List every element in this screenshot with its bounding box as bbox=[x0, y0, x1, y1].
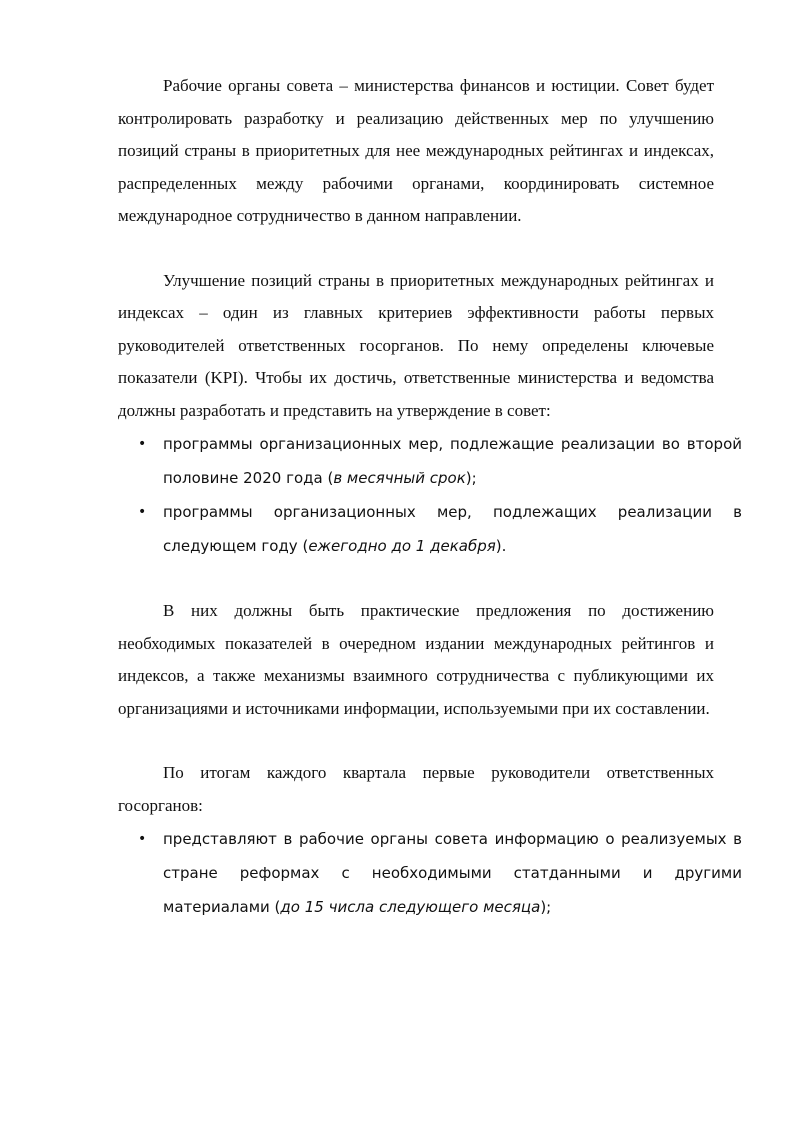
programs-list bbox=[118, 427, 742, 563]
bullet-icon: • bbox=[138, 831, 147, 847]
list-item-suffix: ); bbox=[465, 469, 477, 487]
list-item bbox=[118, 495, 742, 563]
paragraph-gap bbox=[118, 725, 714, 757]
quarterly-list bbox=[118, 822, 742, 924]
list-item-suffix: ); bbox=[540, 898, 552, 916]
bullet-icon: • bbox=[138, 504, 147, 520]
paragraph-working-bodies: Рабочие органы совета – министерства финансов и юстиции. Совет будет контролировать разработку и реализацию действенных мер по улучшению позиций страны в приоритетных для нее международных рейтингах и индексах, распределенных между рабочими органами, координировать системное международное сотрудничество в данном направлении. bbox=[118, 76, 714, 225]
bullet-icon: • bbox=[138, 436, 147, 452]
paragraph-gap bbox=[118, 563, 714, 595]
document-page bbox=[118, 70, 742, 924]
list-item-text: представляют в рабочие органы совета информацию о реализуемых в стране реформах с необходимыми статданными и другими материалами ( bbox=[163, 830, 742, 916]
list-item bbox=[118, 822, 742, 924]
paragraph-kpi: Улучшение позиций страны в приоритетных международных рейтингах и индексах – один из главных критериев эффективности работы первых руководителей ответственных госорганов. По нему определены ключевые показатели (KPI). Чтобы их достичь, ответственные министерства и ведомства должны разработать и представить на утверждение в совет: bbox=[118, 270, 714, 420]
list-item bbox=[118, 427, 742, 495]
list-item-deadline: ежегодно до 1 декабря bbox=[308, 537, 496, 555]
paragraph-gap bbox=[118, 233, 714, 265]
list-item-text: программы организационных мер, подлежащих реализации в следующем году ( bbox=[163, 503, 742, 555]
list-item-text: программы организационных мер, подлежащие реализации во второй половине 2020 года ( bbox=[163, 435, 742, 487]
paragraph-quarterly: По итогам каждого квартала первые руководители ответственных госорганов: bbox=[118, 763, 714, 815]
list-item-deadline: до 15 числа следующего месяца bbox=[280, 898, 541, 916]
paragraph-proposals: В них должны быть практические предложения по достижению необходимых показателей в очередном издании международных рейтингов и индексов, а также механизмы взаимного сотрудничества с публикующими их организациями и источниками информации, используемыми при их составлении. bbox=[118, 601, 714, 718]
list-item-deadline: в месячный срок bbox=[333, 469, 466, 487]
list-item-suffix: ). bbox=[495, 537, 507, 555]
